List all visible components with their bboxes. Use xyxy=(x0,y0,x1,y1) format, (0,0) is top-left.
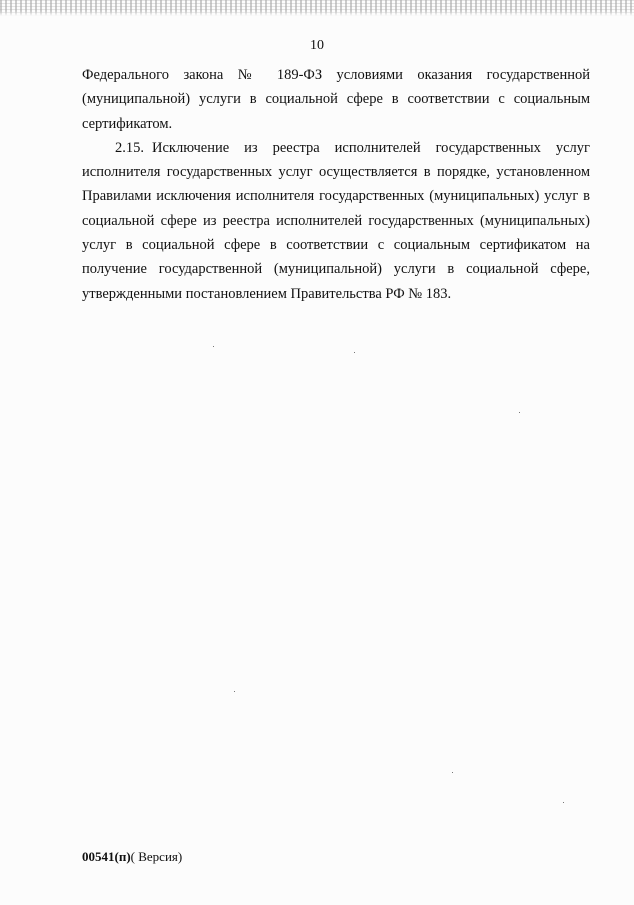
scan-speck xyxy=(563,802,564,803)
paragraph-2-15 xyxy=(82,136,590,306)
document-version: ( Версия) xyxy=(130,849,183,864)
scan-speck xyxy=(452,772,453,773)
page-number: 10 xyxy=(310,38,324,53)
document-body xyxy=(82,63,590,306)
scan-speck xyxy=(213,346,214,347)
scan-speck xyxy=(354,352,355,353)
scan-noise-top xyxy=(0,0,634,16)
document-footer-code xyxy=(82,849,182,865)
scan-speck xyxy=(234,691,235,692)
section-text: Исключение из реестра исполнителей государственных услуг исполнителя государственных услуг осуществляется в порядке, установленном Правилами исключения исполнителя государственных (муниципальных) услуг в социальной сфере из реестра исполнителей государственных (муниципальных) услуг в социальной сфере в соответствии с социальным сертификатом на получение государственной (муниципальной) услуги в социальной сфере, утвержденными постановлением Правительства РФ № 183. xyxy=(82,139,590,302)
scan-speck xyxy=(519,412,520,413)
paragraph-continuation: Федерального закона № 189-ФЗ условиями оказания государственной (муниципальной) услуги в социальной сфере в соответствии с социальным сертификатом. xyxy=(82,67,590,132)
section-number: 2.15. xyxy=(115,139,144,156)
document-code: 00541(п) xyxy=(82,849,131,864)
